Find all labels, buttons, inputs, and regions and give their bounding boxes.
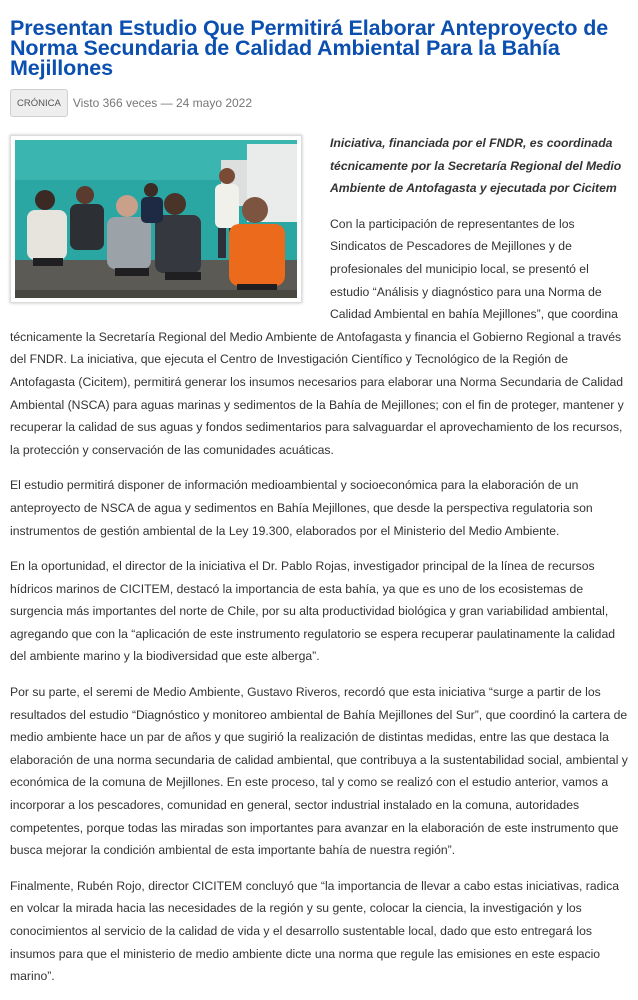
meeting-photo-image [15, 140, 297, 298]
article-paragraph: Finalmente, Rubén Rojo, director CICITEM concluyó que “la importancia de llevar a cabo estas iniciativas, radica en volcar la mirada hacia las necesidades de la región y su gente, colocar la ciencia, la investigación y los conocimientos al servicio de la calidad de vida y el desarrollo sustentable local, dado que esto entregará los insumos para que el ministerio de medio ambiente dicte una norma que regule las emisiones en este espacio marino”. [10, 878, 619, 984]
article-body [10, 132, 628, 988]
article-meta [10, 88, 628, 118]
article-title: Presentan Estudio Que Permitirá Elaborar Anteproyecto de Norma Secundaria de Calidad Ambiental Para la Bahía Mejillones [10, 16, 609, 80]
views-and-date: Visto 366 veces — 24 mayo 2022 [72, 96, 253, 110]
article-lead: Iniciativa, financiada por el FNDR, es coordinada técnicamente por la Secretaría Regional del Medio Ambiente de Antofagasta y ejecutada por Cicitem [330, 136, 622, 196]
article-photo [10, 135, 302, 303]
article-paragraph: Con la participación de representantes de los Sindicatos de Pescadores de Mejillones y de profesionales del municipio local, se presentó el estudio “Análisis y diagnóstico para una Norma de Calidad Ambiental en bahía Mejillones”, que coordina técnicamente la Secretaría Regional del Medio Ambiente de Antofagasta y financia el Gobierno Regional a través del FNDR. La iniciativa, que ejecuta el Centro de Investigación Científico y Tecnológico de la Región de Antofagasta (Cicitem), permitirá generar los insumos necesarios para elaborar una Norma Secundaria de Calidad Ambiental (NSCA) para aguas marinas y sedimentos de la Bahía de Mejillones; con el fin de proteger, mantener y recuperar la calidad de sus aguas y fondos sedimentarios para salvaguardar el aprovechamiento de los recursos, la protección y conservación de las comunidades acuáticas. [10, 216, 624, 457]
category-badge[interactable]: CRÓNICA [10, 89, 68, 117]
article-paragraph: Por su parte, el seremi de Medio Ambiente, Gustavo Riveros, recordó que esta iniciativa “surge a partir de los resultados del estudio “Diagnóstico y monitoreo ambiental de Bahía Mejillones del Sur”, que coordinó la cartera de medio ambiente hace un par de años y que sugirió la realización de distintas medidas, entre las que destaca la elaboración de una norma secundaria de calidad ambiental, que contribuya a la sustentabilidad social, ambiental y económica de la comuna de Mejillones. En este proceso, tal y como se realizó con el estudio anterior, vamos a incorporar a los pescadores, comunidad en general, sector industrial instalado en la comuna, autoridades competentes, porque todas las miradas son importantes para avanzar en la elaboración de este instrumento que busca mejorar la condición ambiental de esta importante bahía de nuestra región”. [10, 685, 628, 858]
article-paragraph: El estudio permitirá disponer de información medioambiental y socioeconómica para la elaboración de un anteproyecto de NSCA de agua y sedimentos en Bahía Mejillones, que desde la perspectiva regulatoria son instrumentos de gestión ambiental de la Ley 19.300, elaborados por el Ministerio del Medio Ambiente. [10, 478, 593, 538]
article-paragraph: En la oportunidad, el director de la iniciativa el Dr. Pablo Rojas, investigador principal de la línea de recursos hídricos marinos de CICITEM, destacó la importancia de esta bahía, ya que es uno de los ecosistemas de surgencia más importantes del norte de Chile, por su alta productividad biológica y gran variabilidad ambiental, agregando que con la “aplicación de este instrumento regulatorio se espera recuperar paulatinamente la calidad del ambiente marino y la biodiversidad que este alberga”. [10, 559, 616, 664]
